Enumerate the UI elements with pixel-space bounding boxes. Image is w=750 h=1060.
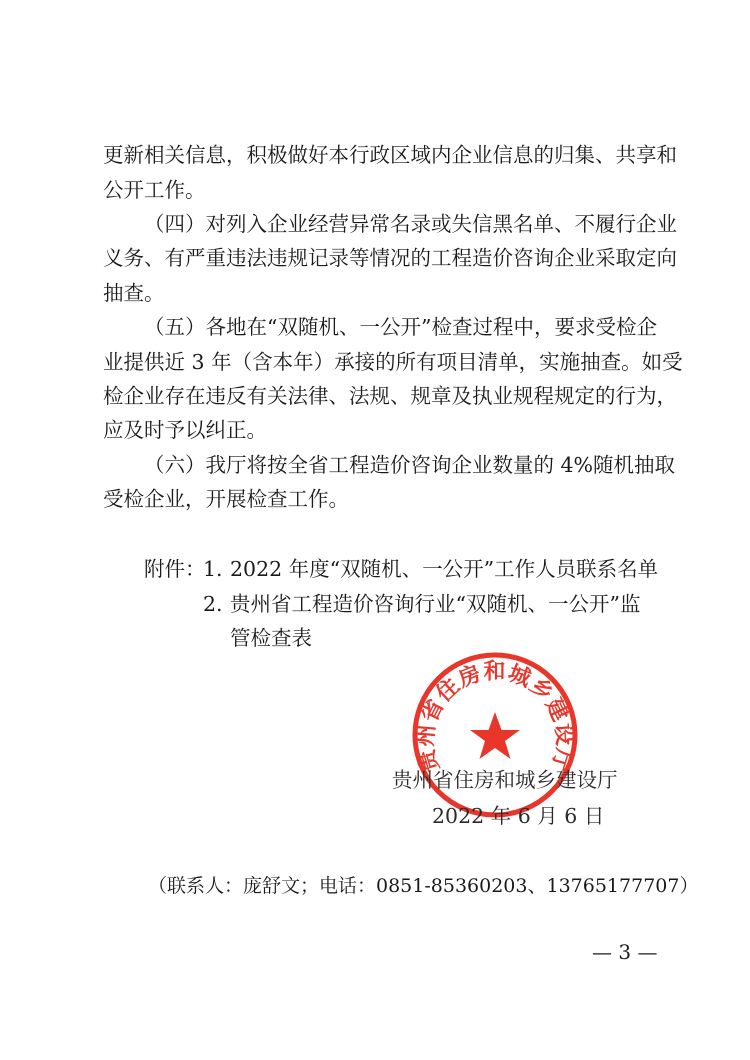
attachments-label: 附件： (144, 557, 206, 581)
body-line-1: 更新相关信息，积极做好本行政区域内企业信息的归集、共享和 (103, 143, 677, 167)
body-line-2: 公开工作。 (103, 178, 206, 202)
attachment-2-number: 2. (203, 592, 223, 616)
attachment-2-continuation: 管检查表 (230, 626, 312, 650)
signature-org: 贵州省住房和城乡建设厅 (392, 768, 618, 792)
body-line-8: 检企业存在违反有关法律、法规、规章及执业规程规定的行为， (103, 384, 677, 408)
seal-text: 贵州省住房和城乡建设厅 (412, 658, 578, 776)
body-line-4: 义务、有严重违法违规记录等情况的工程造价咨询企业采取定向 (103, 246, 677, 270)
body-line-10: （六）我厅将按全省工程造价咨询企业数量的 4%随机抽取 (144, 453, 676, 477)
seal-star-icon (470, 712, 520, 759)
contact-info: （联系人：庞舒文；电话：0851-85360203、13765177707） (148, 875, 699, 897)
attachment-1-number: 1. (203, 557, 223, 581)
signature-date: 2022 年 6 月 6 日 (432, 804, 605, 828)
body-line-6: （五）各地在“双随机、一公开”检查过程中，要求受检企 (144, 315, 657, 339)
body-line-9: 应及时予以纠正。 (103, 418, 267, 442)
attachment-1-text: 2022 年度“双随机、一公开”工作人员联系名单 (230, 557, 659, 581)
official-seal (410, 650, 580, 820)
body-line-5: 抽查。 (103, 281, 165, 305)
attachment-2-text: 贵州省工程造价咨询行业“双随机、一公开”监 (230, 592, 641, 616)
body-line-3: （四）对列入企业经营异常名录或失信黑名单、不履行企业 (144, 212, 677, 236)
body-line-11: 受检企业，开展检查工作。 (103, 487, 349, 511)
page-number: — 3 — (592, 940, 658, 964)
body-line-7: 业提供近 3 年（含本年）承接的所有项目清单，实施抽查。如受 (103, 350, 683, 374)
